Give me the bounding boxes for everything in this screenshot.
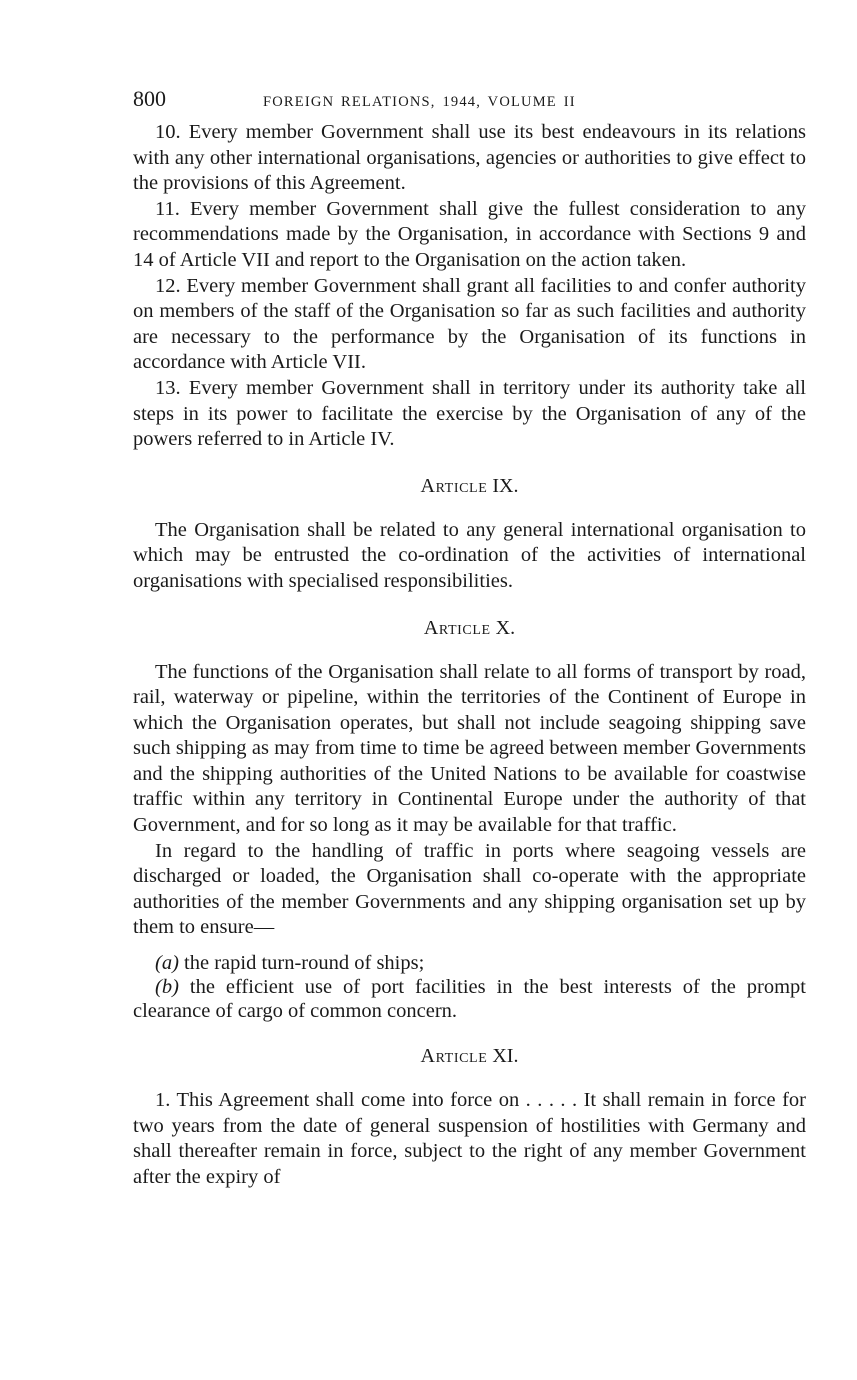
article-xi-heading — [133, 1043, 806, 1069]
article-x-item-b — [133, 975, 806, 1023]
article-xi-heading-number: XI. — [492, 1045, 519, 1068]
article-x-text-1: The functions of the Organisation shall relate to all forms of transport by road, rail, waterway or pipeline, within the territories of the Continent of Europe in which the Organisation operates, but shall not include seagoing shipping save such shipping as may from time to time be agreed between member Governments and the shipping authorities of the United Nations to be available for coastwise traffic within any territory in Continental Europe under the authority of that Government, and for so long as it may be available for that traffic. — [133, 660, 806, 837]
page-number: 800 — [133, 86, 166, 111]
article-x-text-2: In regard to the handling of traffic in ports where seagoing vessels are discharged or loaded, the Organisation shall co-operate with the appropriate authorities of the member Governments and any shipping organisation set up by them to ensure— — [133, 839, 806, 939]
article-x-heading — [133, 615, 806, 641]
item-b-label: (b) — [155, 976, 179, 999]
article-ix-heading-number: IX. — [492, 474, 519, 497]
item-a-label: (a) — [155, 952, 179, 975]
paragraph-12: 12. Every member Government shall grant all facilities to and confer authority on members of the staff of the Organisation so far as such facilities and authority are necessary to the performance by the Organisation of its functions in accordance with Article VII. — [133, 274, 806, 374]
article-xi-text-1: 1. This Agreement shall come into force on . . . . . It shall remain in force for two years from the date of general suspension of hostilities with Germany and shall thereafter remain in force, subject to the right of any member Government after the expiry of — [133, 1089, 806, 1188]
article-ix-heading — [133, 473, 806, 499]
running-head: FOREIGN RELATIONS, 1944, VOLUME II — [263, 94, 576, 110]
item-b-text: the efficient use of port facilities in the best interests of the prompt clearance of cargo of common concern. — [133, 976, 807, 1023]
paragraph-11: 11. Every member Government shall give the fullest consideration to any recommendations made by the Organisation, in accordance with Sections 9 and 14 of Article VII and report to the Organisation on the action taken. — [133, 197, 806, 271]
document-page — [133, 86, 806, 1190]
article-x-item-a — [133, 951, 806, 975]
page-header — [133, 86, 806, 120]
article-ix-text: The Organisation shall be related to any general international organisation to which may be entrusted the co-ordination of the activities of international organisations with specialised responsibilities. — [133, 518, 806, 592]
article-x-heading-number: X. — [495, 616, 516, 639]
paragraph-13: 13. Every member Government shall in territory under its authority take all steps in its power to facilitate the exercise by the Organisation of any of the powers referred to in Article IV. — [133, 376, 806, 451]
item-a-text: the rapid turn-round of ships; — [184, 952, 425, 975]
article-xi-heading-word: Article — [420, 1045, 488, 1068]
article-ix-heading-word: Article — [420, 474, 488, 497]
paragraph-10: 10. Every member Government shall use its best endeavours in its relations with any other international organisations, agencies or authorities to give effect to the provisions of this Agreement. — [133, 121, 806, 195]
article-x-heading-word: Article — [423, 616, 491, 639]
